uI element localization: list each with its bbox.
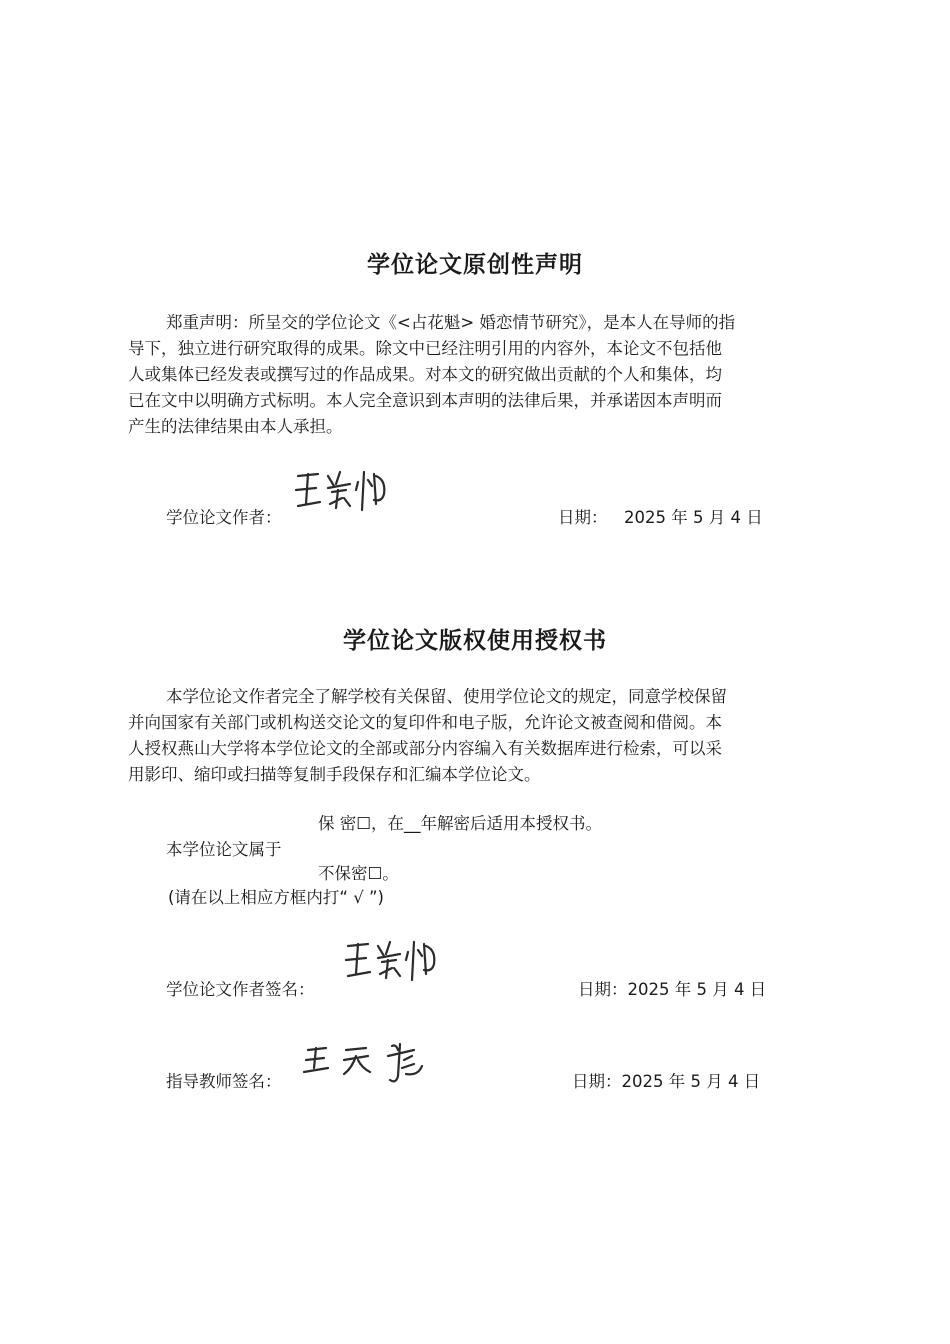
declaration-line: 郑重声明：所呈交的学位论文《<占花魁> 婚恋情节研究》，是本人在导师的指 xyxy=(166,313,736,332)
declaration-author-signature xyxy=(292,464,392,516)
author-sign-date: 日期：2025 年 5 月 4 日 xyxy=(578,980,767,999)
declaration-paragraph xyxy=(128,310,822,440)
declaration-line: 产生的法律结果由本人承担。 xyxy=(128,417,343,436)
authorization-line: 本学位论文作者完全了解学校有关保留、使用学位论文的规定，同意学校保留 xyxy=(166,687,727,706)
advisor-sign-label: 指导教师签名： xyxy=(166,1072,282,1091)
advisor-sign-date: 日期：2025 年 5 月 4 日 xyxy=(572,1072,761,1091)
authorization-line: 用影印、缩印或扫描等复制手段保存和汇编本学位论文。 xyxy=(128,765,541,784)
option-public: 不保密☐。 xyxy=(318,864,399,883)
declaration-author-label: 学位论文作者： xyxy=(166,508,282,527)
declaration-line: 已在文中以明确方式标明。本人完全意识到本声明的法律后果，并承诺因本声明而 xyxy=(128,391,722,410)
authorization-line: 人授权燕山大学将本学位论文的全部或部分内容编入有关数据库进行检索，可以采 xyxy=(128,739,722,758)
authorization-author-signature xyxy=(342,934,442,986)
checkbox-instruction: (请在以上相应方框内打“ √ ”) xyxy=(168,888,384,907)
author-sign-label: 学位论文作者签名： xyxy=(166,980,315,999)
declaration-line: 人或集体已经发表或撰写过的作品成果。对本文的研究做出贡献的个人和集体，均 xyxy=(128,365,722,384)
authorization-title: 学位论文版权使用授权书 xyxy=(343,628,607,654)
authorization-paragraph xyxy=(128,684,822,788)
belongs-label: 本学位论文属于 xyxy=(166,840,282,859)
declaration-title: 学位论文原创性声明 xyxy=(367,252,583,278)
advisor-signature xyxy=(300,1036,430,1088)
option-secret: 保 密☐，在__年解密后适用本授权书。 xyxy=(318,814,603,833)
declaration-date-label: 日期： xyxy=(558,508,608,527)
declaration-line: 导下，独立进行研究取得的成果。除文中已经注明引用的内容外，本论文不包括他 xyxy=(128,339,722,358)
authorization-line: 并向国家有关部门或机构送交论文的复印件和电子版，允许论文被查阅和借阅。本 xyxy=(128,713,722,732)
declaration-date: 2025 年 5 月 4 日 xyxy=(624,508,763,527)
